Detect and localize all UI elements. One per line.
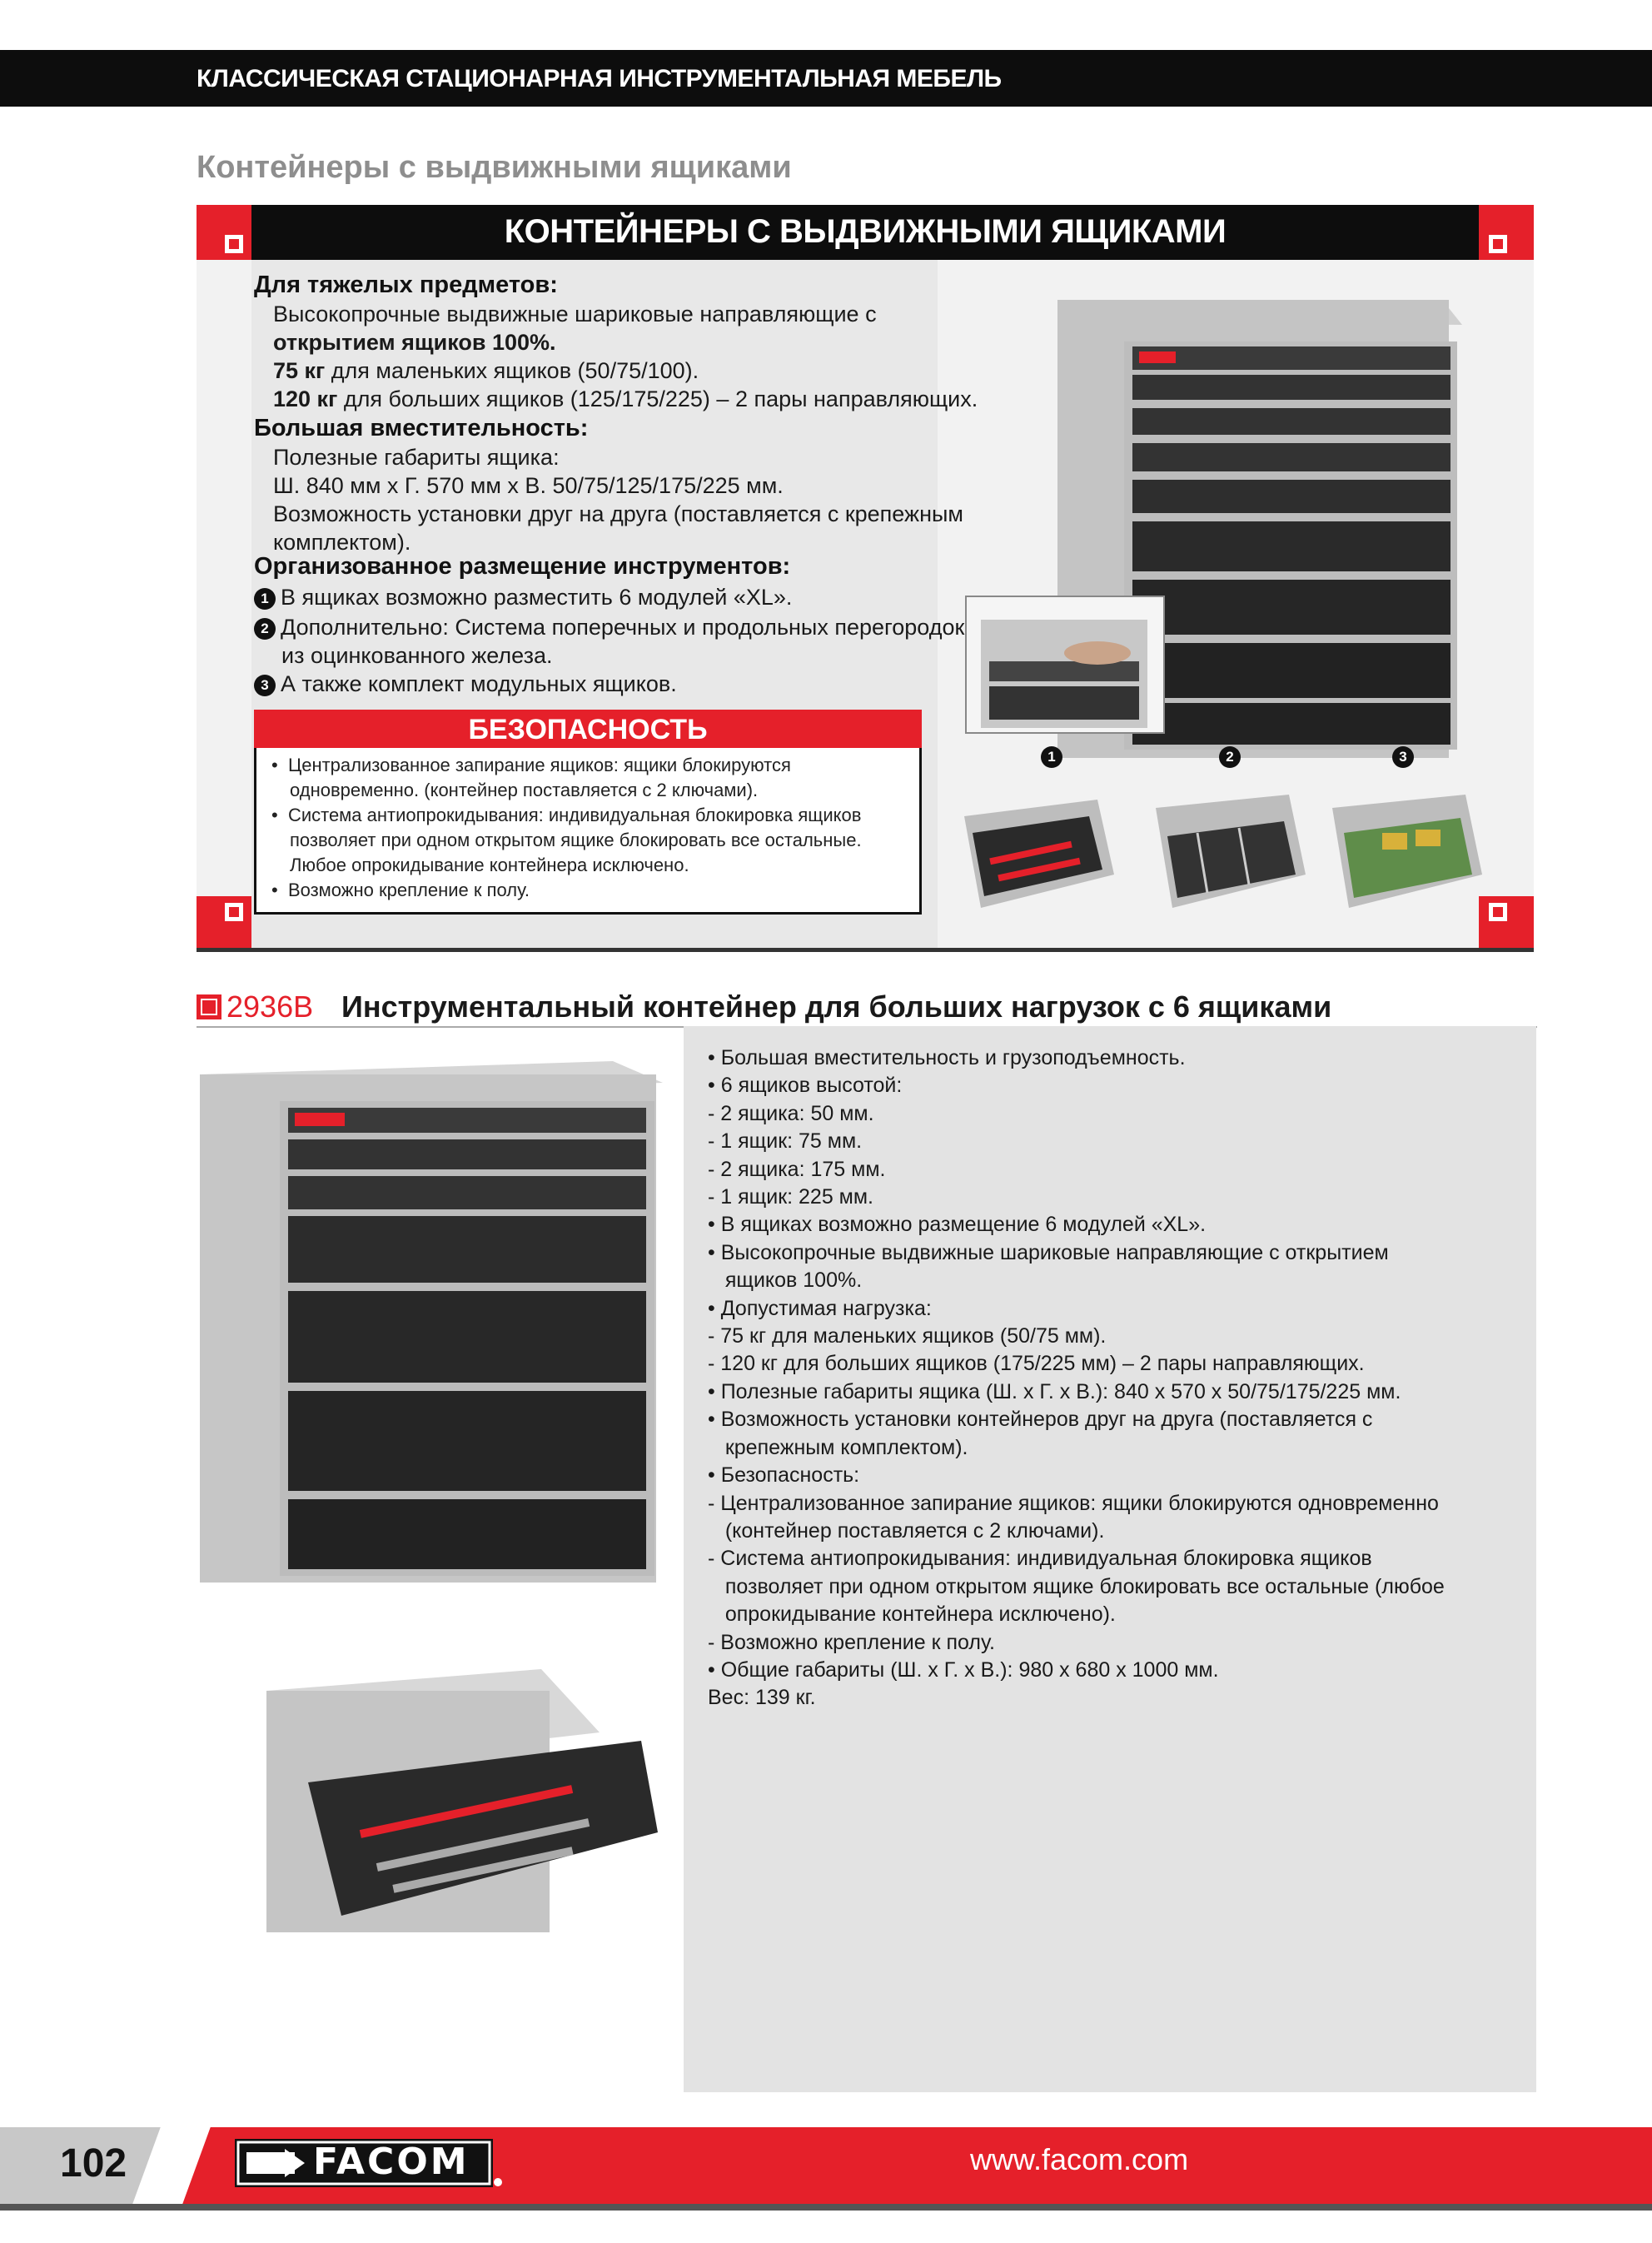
product-open-drawer-image	[258, 1666, 674, 1957]
description-line: • Возможность установки контейнеров друг на друга (поставляется с	[708, 1408, 1373, 1432]
drawer-opening-image	[964, 595, 1167, 736]
number-badge: 1	[254, 588, 276, 610]
product-title: Инструментальный контейнер для больших нагрузок с 6 ящиками	[341, 989, 1332, 1024]
number-badge: 2	[254, 618, 276, 640]
description-line: • Полезные габариты ящика (Ш. х Г. х В.): 840 х 570 х 50/75/175/225 мм.	[708, 1379, 1401, 1403]
heavy-line: открытием ящиков 100%.	[273, 330, 556, 355]
description-line: - Система антиопрокидывания: индивидуальная блокировка ящиков	[708, 1547, 1372, 1571]
section-header-bar	[0, 50, 1652, 107]
product-square-icon	[197, 994, 221, 1019]
description-line: - 1 ящик: 225 мм.	[708, 1185, 873, 1209]
description-line: - 120 кг для больших ящиков (175/225 мм) – 2 пары направляющих.	[708, 1352, 1365, 1376]
organization-text: В ящиках возможно разместить 6 модулей «XL».	[281, 585, 793, 610]
organization-text: Дополнительно: Система поперечных и продольных перегородок	[281, 615, 965, 640]
corner-marker-icon	[1479, 205, 1534, 260]
number-badge-row	[1392, 746, 1419, 768]
safety-item: • Возможно крепление к полу.	[271, 880, 530, 900]
heavy-value: 75 кг	[273, 358, 326, 383]
capacity-line: Полезные габариты ящика:	[273, 445, 560, 470]
corner-marker-icon	[197, 205, 251, 260]
organization-item	[254, 613, 964, 641]
heavy-text: для больших ящиков (125/175/225) – 2 пары направляющих.	[337, 386, 978, 411]
organization-item	[254, 583, 792, 611]
safety-item: позволяет при одном открытом ящике блокировать все остальные.	[290, 830, 862, 850]
heavy-value: 120 кг	[273, 386, 338, 411]
panel-left-strip	[197, 205, 251, 951]
facom-logo-text: FACOM	[313, 2141, 470, 2183]
panel-header	[197, 205, 1534, 260]
description-line: ящиков 100%.	[708, 1269, 863, 1293]
description-line: • Допустимая нагрузка:	[708, 1296, 932, 1320]
number-badge: 1	[1041, 746, 1062, 768]
product-cabinet-image	[197, 1058, 671, 1591]
organization-heading: Организованное размещение инструментов:	[254, 553, 791, 580]
number-badge-row	[1219, 746, 1246, 768]
description-line: позволяет при одном открытом ящике блокировать все остальные (любое	[708, 1574, 1445, 1598]
footer-bottom-line	[0, 2204, 1652, 2211]
capacity-line: комплектом).	[273, 530, 411, 555]
drawer-option-3-image	[1324, 783, 1490, 925]
page-number: 102	[60, 2141, 127, 2186]
description-line: • В ящиках возможно размещение 6 модулей «XL».	[708, 1213, 1207, 1237]
organization-item: из оцинкованного железа.	[281, 643, 553, 668]
safety-item: Любое опрокидывание контейнера исключено.	[290, 855, 689, 875]
description-line: - Централизованное запирание ящиков: ящики блокируются одновременно	[708, 1491, 1439, 1515]
description-line: - 2 ящика: 50 мм.	[708, 1101, 874, 1125]
safety-item: • Централизованное запирание ящиков: ящики блокируются	[271, 755, 791, 775]
organization-text: А также комплект модульных ящиков.	[281, 671, 677, 696]
heavy-text: для маленьких ящиков (50/75/100).	[325, 358, 699, 383]
description-line: (контейнер поставляется с 2 ключами).	[708, 1518, 1105, 1543]
corner-marker-icon	[197, 896, 251, 951]
capacity-heading: Большая вместительность:	[254, 415, 589, 441]
description-line: опрокидывание контейнера исключено).	[708, 1602, 1116, 1627]
heavy-line: Высокопрочные выдвижные шариковые направляющие с	[273, 302, 877, 326]
description-line: - 1 ящик: 75 мм.	[708, 1129, 863, 1154]
page-subtitle: Контейнеры с выдвижными ящиками	[197, 150, 792, 185]
footer-url[interactable]: www.facom.com	[970, 2142, 1189, 2176]
heavy-heading: Для тяжелых предметов:	[254, 272, 558, 298]
description-line: • Безопасность:	[708, 1463, 860, 1488]
product-description	[708, 1044, 1445, 1712]
number-badge: 2	[1219, 746, 1241, 768]
description-line: Вес: 139 кг.	[708, 1686, 816, 1710]
organization-item	[254, 670, 677, 698]
safety-item: • Система антиопрокидывания: индивидуальная блокировка ящиков	[271, 805, 862, 825]
heavy-line	[273, 356, 699, 385]
product-code: 2936B	[226, 989, 314, 1024]
section-title: КЛАССИЧЕСКАЯ СТАЦИОНАРНАЯ ИНСТРУМЕНТАЛЬНАЯ МЕБЕЛЬ	[197, 65, 1002, 92]
drawer-option-2-image	[1147, 783, 1314, 925]
safety-header	[254, 710, 922, 748]
description-line: - 2 ящика: 175 мм.	[708, 1157, 886, 1181]
description-line: • 6 ящиков высотой:	[708, 1074, 903, 1098]
capacity-line: Возможность установки друг на друга (поставляется с крепежным	[273, 501, 963, 526]
heavy-line	[273, 385, 978, 413]
capacity-line: Ш. 840 мм х Г. 570 мм х В. 50/75/125/175/225 мм.	[273, 473, 784, 498]
number-badge: 3	[1392, 746, 1414, 768]
number-badge: 3	[254, 675, 276, 696]
number-badge-row	[1041, 746, 1067, 768]
description-line: • Большая вместительность и грузоподъемность.	[708, 1046, 1186, 1069]
description-line: • Высокопрочные выдвижные шариковые направляющие с открытием	[708, 1240, 1389, 1264]
safety-item: одновременно. (контейнер поставляется с 2 ключами).	[290, 780, 759, 800]
description-line: • Общие габариты (Ш. х Г. х В.): 980 х 680 х 1000 мм.	[708, 1657, 1219, 1682]
panel-title: КОНТЕЙНЕРЫ С ВЫДВИЖНЫМИ ЯЩИКАМИ	[504, 213, 1227, 250]
description-line: крепежным комплектом).	[708, 1435, 968, 1459]
panel-divider	[197, 948, 1534, 952]
description-line: - 75 кг для маленьких ящиков (50/75 мм).	[708, 1324, 1107, 1348]
drawer-option-1-image	[956, 783, 1122, 925]
description-line: - Возможно крепление к полу.	[708, 1630, 995, 1654]
safety-title: БЕЗОПАСНОСТЬ	[468, 714, 708, 745]
